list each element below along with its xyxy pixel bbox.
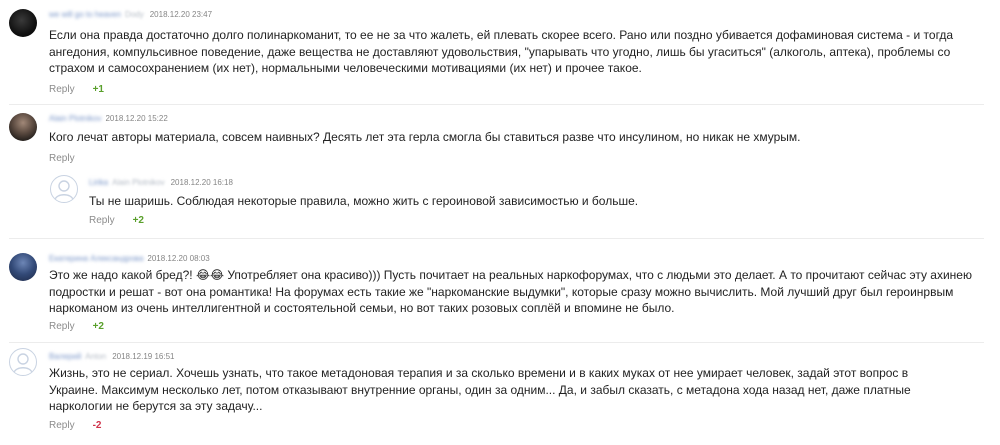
- reply-button[interactable]: Reply: [49, 420, 75, 431]
- avatar[interactable]: [9, 113, 37, 141]
- comment-actions: [89, 215, 144, 226]
- reply-button[interactable]: Reply: [49, 321, 75, 332]
- comment-meta: [49, 114, 168, 123]
- comment-text: Жизнь, это не сериал. Хочешь узнать, что такое метадоновая терапия и за сколько времени и в каких муках от нее умирает человек, задай этот вопрос в Украине. Максимум несколько лет, потом отказывают внутренние органы, один за одним... Да, и забыл сказать, с метадона хода назад нет, даже платные наркологии не берутся за эту задачу...: [49, 366, 911, 413]
- comment-score: +1: [92, 84, 104, 95]
- comment-date: 2018.12.20 15:22: [105, 114, 168, 123]
- comment-score: +2: [92, 321, 104, 332]
- comment-text-start: Это же надо какой бред?!: [49, 268, 196, 282]
- comment-meta: [49, 352, 174, 361]
- divider: [9, 342, 984, 343]
- comment-author[interactable]: Alain Plotnikov: [49, 114, 102, 123]
- user-icon: [51, 176, 77, 202]
- avatar[interactable]: [9, 253, 37, 281]
- comment-text: [49, 267, 979, 317]
- reply-button[interactable]: Reply: [89, 215, 115, 226]
- comment-author[interactable]: Валерий: [49, 352, 82, 361]
- comment-actions: [49, 84, 104, 95]
- comment-text: Кого лечат авторы материала, совсем наивных? Десять лет эта герла смогла бы ставиться разве что инсулином, но никак не хмурым.: [49, 130, 801, 144]
- reply-button[interactable]: Reply: [49, 153, 75, 164]
- comment-author[interactable]: Екатерина Александрова: [49, 254, 144, 263]
- comment-date: 2018.12.20 23:47: [149, 10, 213, 19]
- comment-score: -2: [92, 420, 102, 431]
- user-icon: [10, 349, 36, 375]
- reply-button[interactable]: Reply: [49, 84, 75, 95]
- reply-to-user[interactable]: Alain Plotnikov: [112, 178, 165, 187]
- comment-meta: [89, 178, 233, 187]
- comment-actions: [49, 321, 104, 332]
- comment-text: Ты не шаришь. Соблюдая некоторые правила, можно жить с героиновой зависимостью и больше.: [89, 194, 639, 208]
- comment-author[interactable]: Lirika: [89, 178, 109, 187]
- comment-date: 2018.12.20 16:18: [170, 178, 233, 187]
- laughing-emoji-icon: 😂😂: [195, 268, 224, 282]
- reply-to-user[interactable]: Dody: [125, 10, 144, 19]
- comment-author[interactable]: we will go to heaven: [49, 10, 122, 19]
- comment-score: +2: [132, 215, 144, 226]
- comment-actions: [49, 420, 101, 431]
- comment-date: 2018.12.19 16:51: [112, 352, 175, 361]
- comment-text: Если она правда достаточно долго полинаркоманит, то ее не за что жалеть, ей плевать скорее всего. Рано или поздно убивается дофаминовая система - и тогда ангедония, компульсивное поведение, даже вещества не доставляют удовольствия, "упарывать что угодно, лишь бы угаситься" (алкоголь, аптека), проблемы со страхом и самосохранением (их нет), нормальными человеческими мотивациями (их нет) и прочее такое.: [49, 28, 954, 75]
- comment-actions: [49, 153, 93, 164]
- comment-text-rest: Употребляет она красиво))) Пусть почитает на реальных наркофорумах, что с людьми это делает. А то прочитают сейчас эту ахинею подростки и решат - вот она романтика! На форумах есть такие же "наркоманские выдумки", которые сразу можно вычислить. Мой лучший друг был героинрвым наркоманом из очень интеллигентной и состоятельной семьи, но вот таких розовых соплёй и впомине не было.: [49, 268, 972, 315]
- divider: [9, 104, 984, 105]
- comment-date: 2018.12.20 08:03: [147, 254, 210, 263]
- comment-meta: [49, 254, 210, 263]
- divider: [9, 238, 984, 239]
- avatar[interactable]: [9, 9, 37, 37]
- avatar-placeholder[interactable]: [50, 175, 78, 203]
- comment-meta: [49, 10, 212, 19]
- avatar-placeholder[interactable]: [9, 348, 37, 376]
- reply-to-user[interactable]: Anton: [85, 352, 107, 361]
